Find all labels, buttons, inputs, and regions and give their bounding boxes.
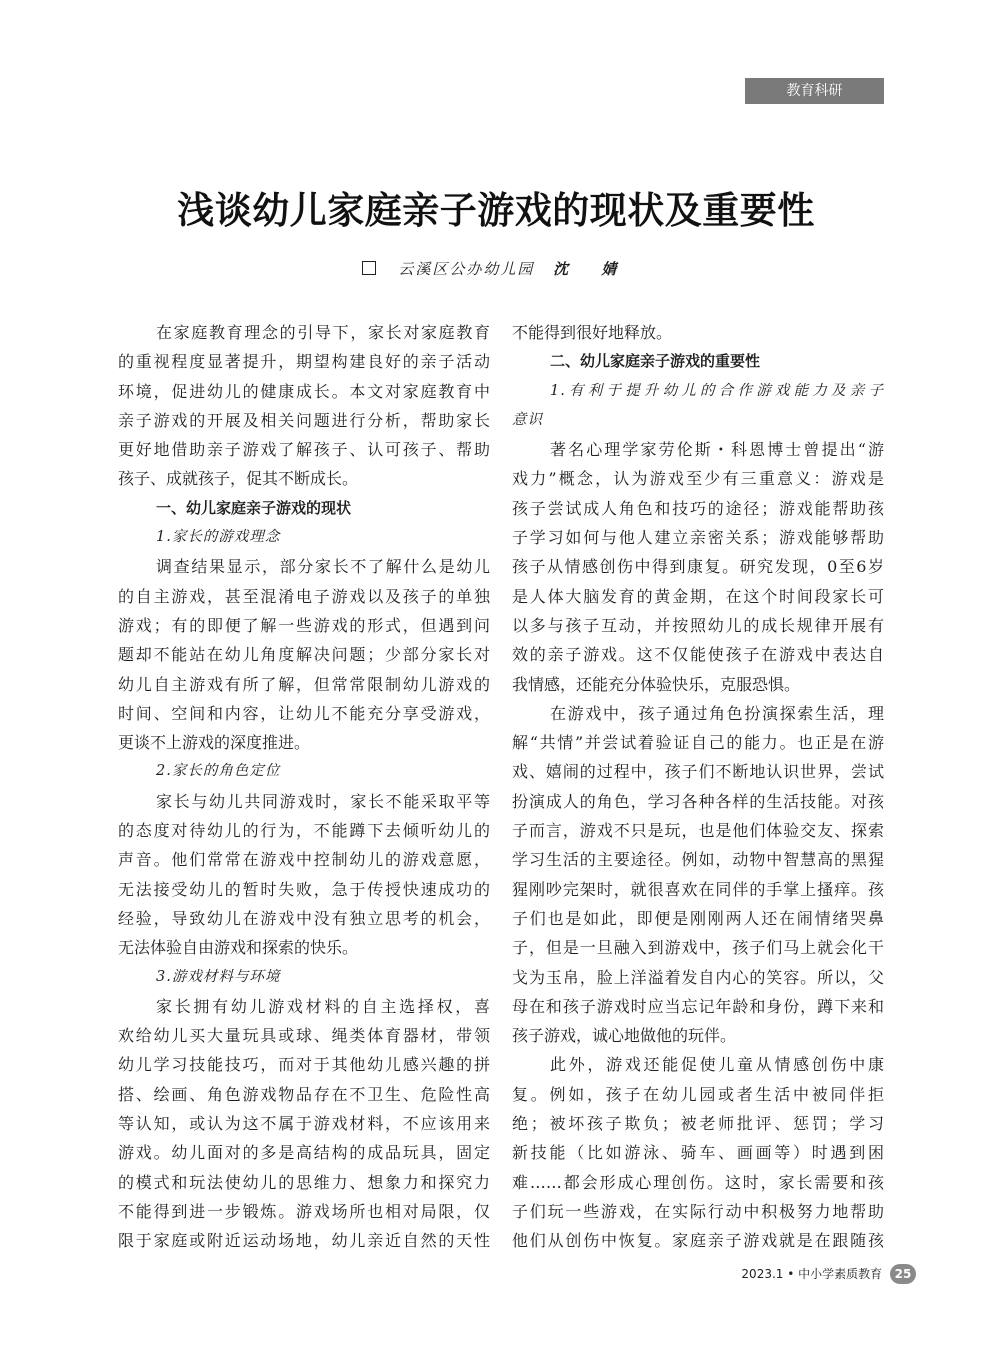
journal-name: 中小学素质教育	[798, 1267, 883, 1281]
body-text-line: 欢给幼儿买大量玩具或球、绳类体育器材，带领	[118, 1026, 490, 1046]
body-text-line: 解“共情”并尝试着验证自己的能力。也正是在游	[512, 733, 884, 753]
body-text-line: 的态度对待幼儿的行为，不能蹲下去倾听幼儿的	[118, 821, 490, 841]
body-text-line: 孩子从情感创伤中得到康复。研究发现，0至6岁	[512, 557, 884, 577]
body-text-line: 亲子游戏的开展及相关问题进行分析，帮助家长	[118, 410, 490, 430]
body-text-line: 是人体大脑发育的黄金期，在这个时间段家长可	[512, 586, 884, 606]
body-text-line: 更好地借助亲子游戏了解孩子、认可孩子、帮助	[118, 440, 490, 460]
body-text-line: 效的亲子游戏。这不仅能使孩子在游戏中表达自	[512, 645, 884, 665]
author-organization: 云溪区公办幼儿园	[398, 260, 535, 278]
body-text-line: 子们玩一些游戏，在实际行动中积极努力地帮助	[512, 1201, 884, 1221]
subsection-heading: 意识	[512, 411, 543, 428]
subsection-heading: 3.游戏材料与环境	[156, 968, 281, 985]
body-text-line: 戈为玉帛，脸上洋溢着发自内心的笑容。所以，父	[512, 967, 884, 987]
body-text-line: 游戏；有的即便了解一些游戏的形式，但遇到问	[118, 615, 490, 635]
body-text-line: 在家庭教育理念的引导下，家长对家庭教育	[156, 323, 490, 342]
body-text-line: 家长与幼儿共同游戏时，家长不能采取平等	[156, 791, 490, 811]
issue-number: 2023.1	[741, 1267, 784, 1281]
author-name: 沈 婧	[553, 260, 631, 278]
body-text-line: 复。例如，孩子在幼儿园或者生活中被同伴拒	[512, 1084, 884, 1104]
body-text-line: 时间、空间和内容，让幼儿不能充分享受游戏，	[118, 703, 490, 723]
section-heading: 一、幼儿家庭亲子游戏的现状	[156, 498, 352, 517]
body-text-line: 著名心理学家劳伦斯・科恩博士曾提出“游	[550, 440, 884, 460]
body-text-line: 此外，游戏还能促使儿童从情感创伤中康	[550, 1055, 884, 1075]
body-text-line: 在游戏中，孩子通过角色扮演探索生活，理	[550, 703, 884, 723]
section-heading: 二、幼儿家庭亲子游戏的重要性	[550, 352, 761, 371]
body-text-line: 限于家庭或附近运动场地，幼儿亲近自然的天性	[118, 1231, 490, 1251]
body-text-line: 的重视程度显著提升，期望构建良好的亲子活动	[118, 352, 490, 372]
footer-separator: •	[787, 1267, 795, 1281]
subsection-heading: 1.家长的游戏理念	[156, 529, 281, 546]
body-text-line: 声音。他们常常在游戏中控制幼儿的游戏意愿，	[118, 850, 490, 870]
checkbox-square-icon	[362, 261, 376, 275]
body-text-line: 孩子尝试成人角色和技巧的途径；游戏能帮助孩	[512, 498, 884, 518]
body-text-line: 调查结果显示，部分家长不了解什么是幼儿	[156, 557, 490, 577]
body-text-line: 戏力”概念，认为游戏至少有三重意义：游戏是	[512, 469, 884, 489]
body-text-line: 绝；被坏孩子欺负；被老师批评、惩罚；学习	[512, 1114, 884, 1134]
body-text-line: 环境，促进幼儿的健康成长。本文对家庭教育中	[118, 381, 490, 401]
body-text-line: 扮演成人的角色，学习各种各样的生活技能。对孩	[512, 791, 884, 811]
body-text-line: 他们从创伤中恢复。家庭亲子游戏就是在跟随孩	[512, 1231, 884, 1251]
body-text-line: 母在和孩子游戏时应当忘记年龄和身份，蹲下来和	[512, 996, 884, 1016]
body-text-line: 子学习如何与他人建立亲密关系；游戏能够帮助	[512, 528, 884, 548]
page-number-badge: 25	[890, 1264, 916, 1284]
body-text-line: 子而言，游戏不只是玩，也是他们体验交友、探索	[512, 821, 884, 841]
body-text-line: 经验，导致幼儿在游戏中没有独立思考的机会，	[118, 908, 490, 928]
body-text-line: 游戏。幼儿面对的多是高结构的成品玩具，固定	[118, 1143, 490, 1163]
body-text-line: 孩子游戏，诚心地做他的玩伴。	[512, 1026, 737, 1046]
subsection-heading: 1.有利于提升幼儿的合作游戏能力及亲子	[550, 382, 884, 399]
body-text-line: 的自主游戏，甚至混淆电子游戏以及孩子的单独	[118, 586, 490, 606]
body-text-line: 子们也是如此，即便是刚刚两人还在闹情绪哭鼻	[512, 908, 884, 928]
body-text-line: 搭、绘画、角色游戏物品存在不卫生、危险性高	[118, 1084, 490, 1104]
body-text-line: 学习生活的主要途径。例如，动物中智慧高的黑猩	[512, 850, 884, 870]
body-text-line: 戏、嬉闹的过程中，孩子们不断地认识世界，尝试	[512, 762, 884, 782]
body-text-line: 新技能（比如游泳、骑车、画画等）时遇到困	[512, 1143, 884, 1163]
left-column	[118, 318, 490, 1256]
body-text-line: 的模式和玩法使幼儿的思维力、想象力和探究力	[118, 1172, 490, 1192]
article-title: 浅谈幼儿家庭亲子游戏的现状及重要性	[177, 189, 815, 232]
body-text-line: 子，但是一旦融入到游戏中，孩子们马上就会化干	[512, 938, 884, 958]
body-text-line: 幼儿学习技能技巧，而对于其他幼儿感兴趣的拼	[118, 1055, 490, 1075]
page-footer	[741, 1264, 916, 1284]
body-text-line: 猩刚吵完架时，就很喜欢在同伴的手掌上搔痒。孩	[512, 879, 884, 899]
body-text-line: 难……都会形成心理创伤。这时，家长需要和孩	[512, 1172, 884, 1192]
body-text-line: 更谈不上游戏的深度推进。	[118, 733, 311, 753]
body-text-line: 无法接受幼儿的暂时失败，急于传授快速成功的	[118, 879, 490, 899]
body-text-line: 家长拥有幼儿游戏材料的自主选择权，喜	[156, 996, 490, 1016]
body-text-line: 我情感，还能充分体验快乐，克服恐惧。	[512, 674, 801, 694]
body-text-line: 等认知，或认为这不属于游戏材料，不应该用来	[118, 1114, 490, 1134]
right-column	[512, 318, 884, 1256]
body-text-line: 不能得到进一步锻炼。游戏场所也相对局限，仅	[118, 1201, 490, 1221]
section-tag: 教育科研	[745, 78, 884, 104]
subsection-heading: 2.家长的角色定位	[156, 763, 281, 780]
body-text-line: 无法体验自由游戏和探索的快乐。	[118, 938, 359, 958]
body-text-line: 以多与孩子互动，并按照幼儿的成长规律开展有	[512, 615, 884, 635]
body-text-line: 幼儿自主游戏有所了解，但常常限制幼儿游戏的	[118, 674, 490, 694]
body-text-line: 题却不能站在幼儿角度解决问题；少部分家长对	[118, 645, 490, 665]
body-text-line: 不能得到很好地释放。	[512, 323, 673, 342]
byline	[0, 259, 992, 279]
body-text-line: 孩子、成就孩子，促其不断成长。	[118, 469, 359, 489]
